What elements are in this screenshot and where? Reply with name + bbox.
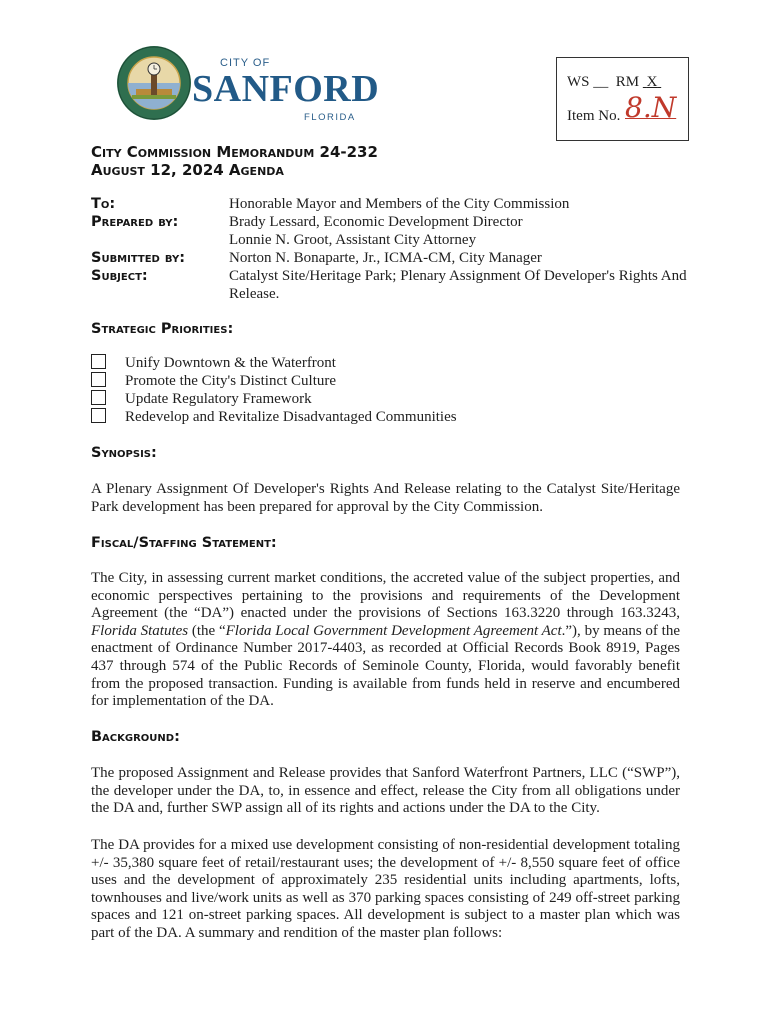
- priority-item: [91, 390, 312, 408]
- city-logo: [116, 45, 380, 125]
- agenda-item-box: [556, 57, 689, 141]
- ws-rm-line: [567, 74, 661, 91]
- submitted-by-label: Submitted by:: [91, 250, 186, 266]
- logo-city-of: CITY OF: [220, 57, 271, 69]
- priority-label: Update Regulatory Framework: [125, 391, 312, 407]
- background-paragraph-1: The proposed Assignment and Release provides that Sanford Waterfront Partners, LLC (“SWP”), the developer under the DA, to, in essence and effect, release the City from all obligations under the DA and, further SWP assign all of its rights and actions under the DA to the City.: [91, 765, 680, 817]
- fiscal-text: The City, in assessing current market conditions, the accreted value of the subject properties, and economic perspectives pertaining to the provisions and requirements of the Development Agreement (the “DA”) enacted under the provisions of Sections 163.3220 through 163.3243, Florida Statutes (the “Florida Local Government Development Agreement Act.”), by means of the enactment of Ordinance Number 2017-4403, as recorded at Official Records Book 8919, Pages 437 through 574 of the Public Records of Seminole County, Florida, would favorably benefit from the proposed transaction. Funding is available from funds held in reserve and encumbered for implementation of the DA.: [91, 570, 681, 710]
- checkbox-icon[interactable]: [91, 408, 106, 423]
- rm-mark: X: [646, 74, 658, 90]
- priority-item: [91, 354, 336, 372]
- to-label: To:: [91, 196, 116, 212]
- memo-title: City Commission Memorandum 24-232: [91, 143, 378, 161]
- memo-agenda-date: August 12, 2024 Agenda: [91, 161, 284, 179]
- logo-state: FLORIDA: [304, 112, 356, 123]
- priority-label: Redevelop and Revitalize Disadvantaged Communities: [125, 409, 457, 425]
- subject-value: Catalyst Site/Heritage Park; Plenary Assignment Of Developer's Rights And Release.: [229, 268, 687, 302]
- logo-city-name: SANFORD: [192, 68, 380, 110]
- checkbox-icon[interactable]: [91, 390, 106, 405]
- checkbox-icon[interactable]: [91, 372, 106, 387]
- item-number-handwritten: 8.N: [625, 91, 677, 124]
- checkbox-icon[interactable]: [91, 354, 106, 369]
- priority-label: Promote the City's Distinct Culture: [125, 373, 337, 389]
- city-seal-icon: [116, 45, 192, 121]
- ws-label: WS: [567, 74, 590, 90]
- prepared-by-value-1: Brady Lessard, Economic Development Director: [229, 214, 523, 230]
- subject-label: Subject:: [91, 268, 148, 284]
- memo-title-block: [91, 143, 378, 179]
- synopsis-text: A Plenary Assignment Of Developer's Rights And Release relating to the Catalyst Site/Heritage Park development has been prepared for approval by the City Commission.: [91, 481, 680, 515]
- background-paragraph-2: The DA provides for a mixed use development consisting of non-residential development totaling +/- 35,380 square feet of retail/restaurant uses; the development of +/- 8,550 square feet of office uses and the development of approximately 235 residential units including apartments, lofts, townhouses and live/work units as well as 370 parking spaces consisting of 249 off-street parking spaces and 121 on-street parking spaces. All development is subject to a master plan which was part of the DA. A summary and rendition of the master plan follows:: [91, 837, 680, 941]
- strategic-priorities-heading: Strategic Priorities:: [91, 321, 234, 337]
- fiscal-heading: Fiscal/Staffing Statement:: [91, 535, 277, 551]
- submitted-by-value: Norton N. Bonaparte, Jr., ICMA-CM, City Manager: [229, 250, 542, 266]
- ws-blank: __: [593, 74, 609, 90]
- to-value: Honorable Mayor and Members of the City Commission: [229, 196, 570, 212]
- priority-item: [91, 408, 457, 426]
- priority-item: [91, 372, 336, 390]
- priority-label: Unify Downtown & the Waterfront: [125, 355, 336, 371]
- prepared-by-value-2: Lonnie N. Groot, Assistant City Attorney: [229, 232, 477, 248]
- rm-label: RM: [615, 74, 640, 90]
- prepared-by-label: Prepared by:: [91, 214, 179, 230]
- item-number-line: [567, 91, 677, 125]
- synopsis-heading: Synopsis:: [91, 445, 157, 461]
- background-heading: Background:: [91, 729, 180, 745]
- item-label: Item No.: [567, 108, 621, 124]
